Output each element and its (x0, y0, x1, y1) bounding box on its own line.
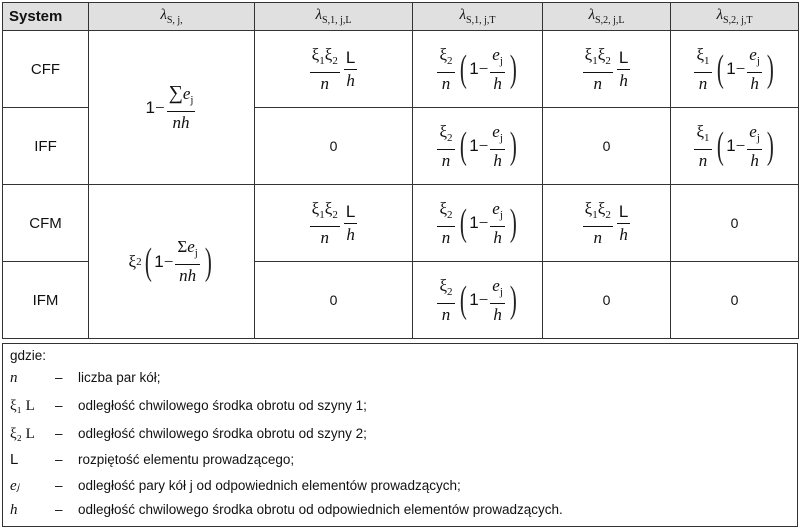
lambda-table (2, 2, 799, 339)
zero-value: 0 (255, 108, 413, 185)
header-lambda-s1-jt: $\lambda_{S,1, j,T}$ (413, 3, 543, 31)
formula-xi1-xi2-over-n-L-over-h: $\frac{\xi_1\xi_2}{n}$ $\frac{L}{h}$ (543, 185, 671, 262)
header-lambda-s1-jl: $\lambda_{S,1, j,L}$ (255, 3, 413, 31)
header-lambda-s2-jl: $\lambda_{S,2, j,L}$ (543, 3, 671, 31)
legend-dash: – (55, 502, 63, 517)
zero-value: 0 (255, 262, 413, 339)
legend-dash: – (55, 398, 63, 413)
legend-symbol: n (10, 370, 18, 386)
legend-description: odległość chwilowego środka obrotu od szyny 2; (78, 426, 367, 441)
formula-xi1-xi2-over-n-L-over-h: $\frac{\xi_1\xi_2}{n}$ $\frac{L}{h}$ (255, 31, 413, 108)
system-label: IFM (3, 262, 89, 339)
formula-xi2-paren-1-minus-sum-e-over-nh: ξ 2 ( 1 − $\frac{\Sigma e_j}{nh}$ ) (89, 185, 255, 339)
legend-box (2, 343, 798, 527)
legend-description: odległość chwilowego środka obrotu od odpowiednich elementów prowadzących. (78, 502, 563, 517)
legend-symbol: eⱼ (10, 478, 20, 494)
legend-dash: – (55, 370, 63, 385)
system-label: CFM (3, 185, 89, 262)
legend-title: gdzie: (10, 348, 47, 363)
formula-xi2-over-n-paren: $\frac{\xi_2}{n}$ ( 1 − $\frac{e_j}{h}$ ) (413, 31, 543, 108)
legend-dash: – (55, 452, 63, 467)
system-label: CFF (3, 31, 89, 108)
header-lambda-s-j: $\lambda_{S, j,}$ (89, 3, 255, 31)
system-label: IFF (3, 108, 89, 185)
formula-xi1-xi2-over-n-L-over-h: $\frac{\xi_1\xi_2}{n}$ $\frac{L}{h}$ (543, 31, 671, 108)
legend-symbol: ξ₂ L (10, 426, 35, 442)
legend-description: rozpiętość elementu prowadzącego; (78, 452, 295, 467)
header-system: System (3, 3, 89, 31)
zero-value: 0 (543, 262, 671, 339)
legend-description: odległość chwilowego środka obrotu od szyny 1; (78, 398, 367, 413)
formula-xi1-xi2-over-n-L-over-h: $\frac{\xi_1\xi_2}{n}$ $\frac{L}{h}$ (255, 185, 413, 262)
legend-symbol: h (10, 502, 18, 518)
formula-xi2-over-n-paren: $\frac{\xi_2}{n}$ ( 1 − $\frac{e_j}{h}$ ) (413, 108, 543, 185)
zero-value: 0 (671, 185, 799, 262)
row-cfm (3, 185, 799, 262)
zero-value: 0 (671, 262, 799, 339)
formula-1-minus-sum-e-over-nh: 1 − $\frac{\sum e_j}{nh}$ (89, 31, 255, 185)
header-lambda-s2-jt: $\lambda_{S,2, j,T}$ (671, 3, 799, 31)
header-row (3, 3, 799, 31)
legend-dash: – (55, 426, 63, 441)
formula-xi2-over-n-paren: $\frac{\xi_2}{n}$ ( 1 − $\frac{e_j}{h}$ ) (413, 262, 543, 339)
formula-xi2-over-n-paren: $\frac{\xi_2}{n}$ ( 1 − $\frac{e_j}{h}$ ) (413, 185, 543, 262)
row-cff (3, 31, 799, 108)
legend-description: odległość pary kół j od odpowiednich elementów prowadzących; (78, 478, 461, 493)
legend-symbol: L (10, 451, 19, 468)
formula-xi1-over-n-paren: $\frac{\xi_1}{n}$ ( 1 − $\frac{e_j}{h}$ ) (671, 108, 799, 185)
legend-dash: – (55, 478, 63, 493)
legend-description: liczba par kół; (78, 370, 161, 385)
zero-value: 0 (543, 108, 671, 185)
legend-symbol: ξ₁ L (10, 398, 35, 414)
formula-xi1-over-n-paren: $\frac{\xi_1}{n}$ ( 1 − $\frac{e_j}{h}$ ) (671, 31, 799, 108)
